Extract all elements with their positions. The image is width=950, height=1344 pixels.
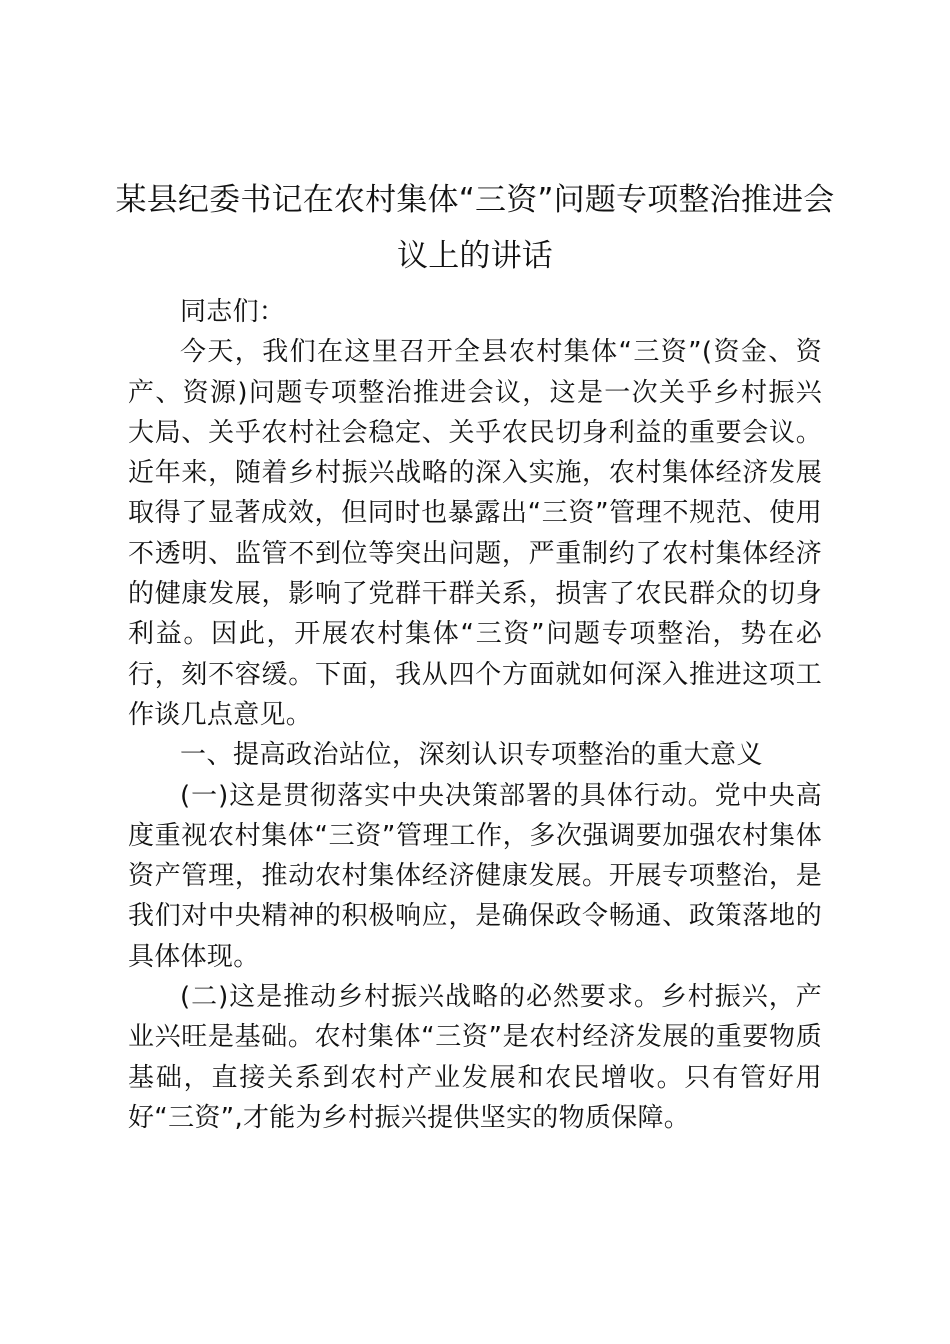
paragraph-intro: 今天，我们在这里召开全县农村集体“三资”(资金、资产、资源)问题专项整治推进会议，这是一次关乎乡村振兴大局、关乎农村社会稳定、关乎农民切身利益的重要会议。近年来，随着乡村振兴战略的深入实施，农村集体经济发展取得了显著成效，但同时也暴露出“三资”管理不规范、使用不透明、监管不到位等突出问题，严重制约了农村集体经济的健康发展，影响了党群干群关系，损害了农民群众的切身利益。因此，开展农村集体“三资”问题专项整治，势在必行，刻不容缓。下面，我从四个方面就如何深入推进这项工作谈几点意见。 bbox=[128, 337, 822, 730]
document-title: 某县纪委书记在农村集体“三资”问题专项整治推进会议上的讲话 bbox=[115, 182, 835, 274]
section-heading-1: 一、提高政治站位，深刻认识专项整治的重大意义 bbox=[180, 740, 764, 771]
salutation: 同志们： bbox=[180, 297, 286, 327]
paragraph-point-2: (二)这是推动乡村振兴战略的必然要求。乡村振兴，产业兴旺是基础。农村集体“三资”是农村经济发展的重要物质基础，直接关系到农村产业发展和农民增收。只有管好用好“三资”,才能为乡村振兴提供坚实的物质保障。 bbox=[128, 982, 822, 1133]
paragraph-point-1: (一)这是贯彻落实中央决策部署的具体行动。党中央高度重视农村集体“三资”管理工作，多次强调要加强农村集体资产管理，推动农村集体经济健康发展。开展专项整治，是我们对中央精神的积极响应，是确保政令畅通、政策落地的具体体现。 bbox=[128, 780, 822, 972]
document-body bbox=[128, 292, 822, 1138]
